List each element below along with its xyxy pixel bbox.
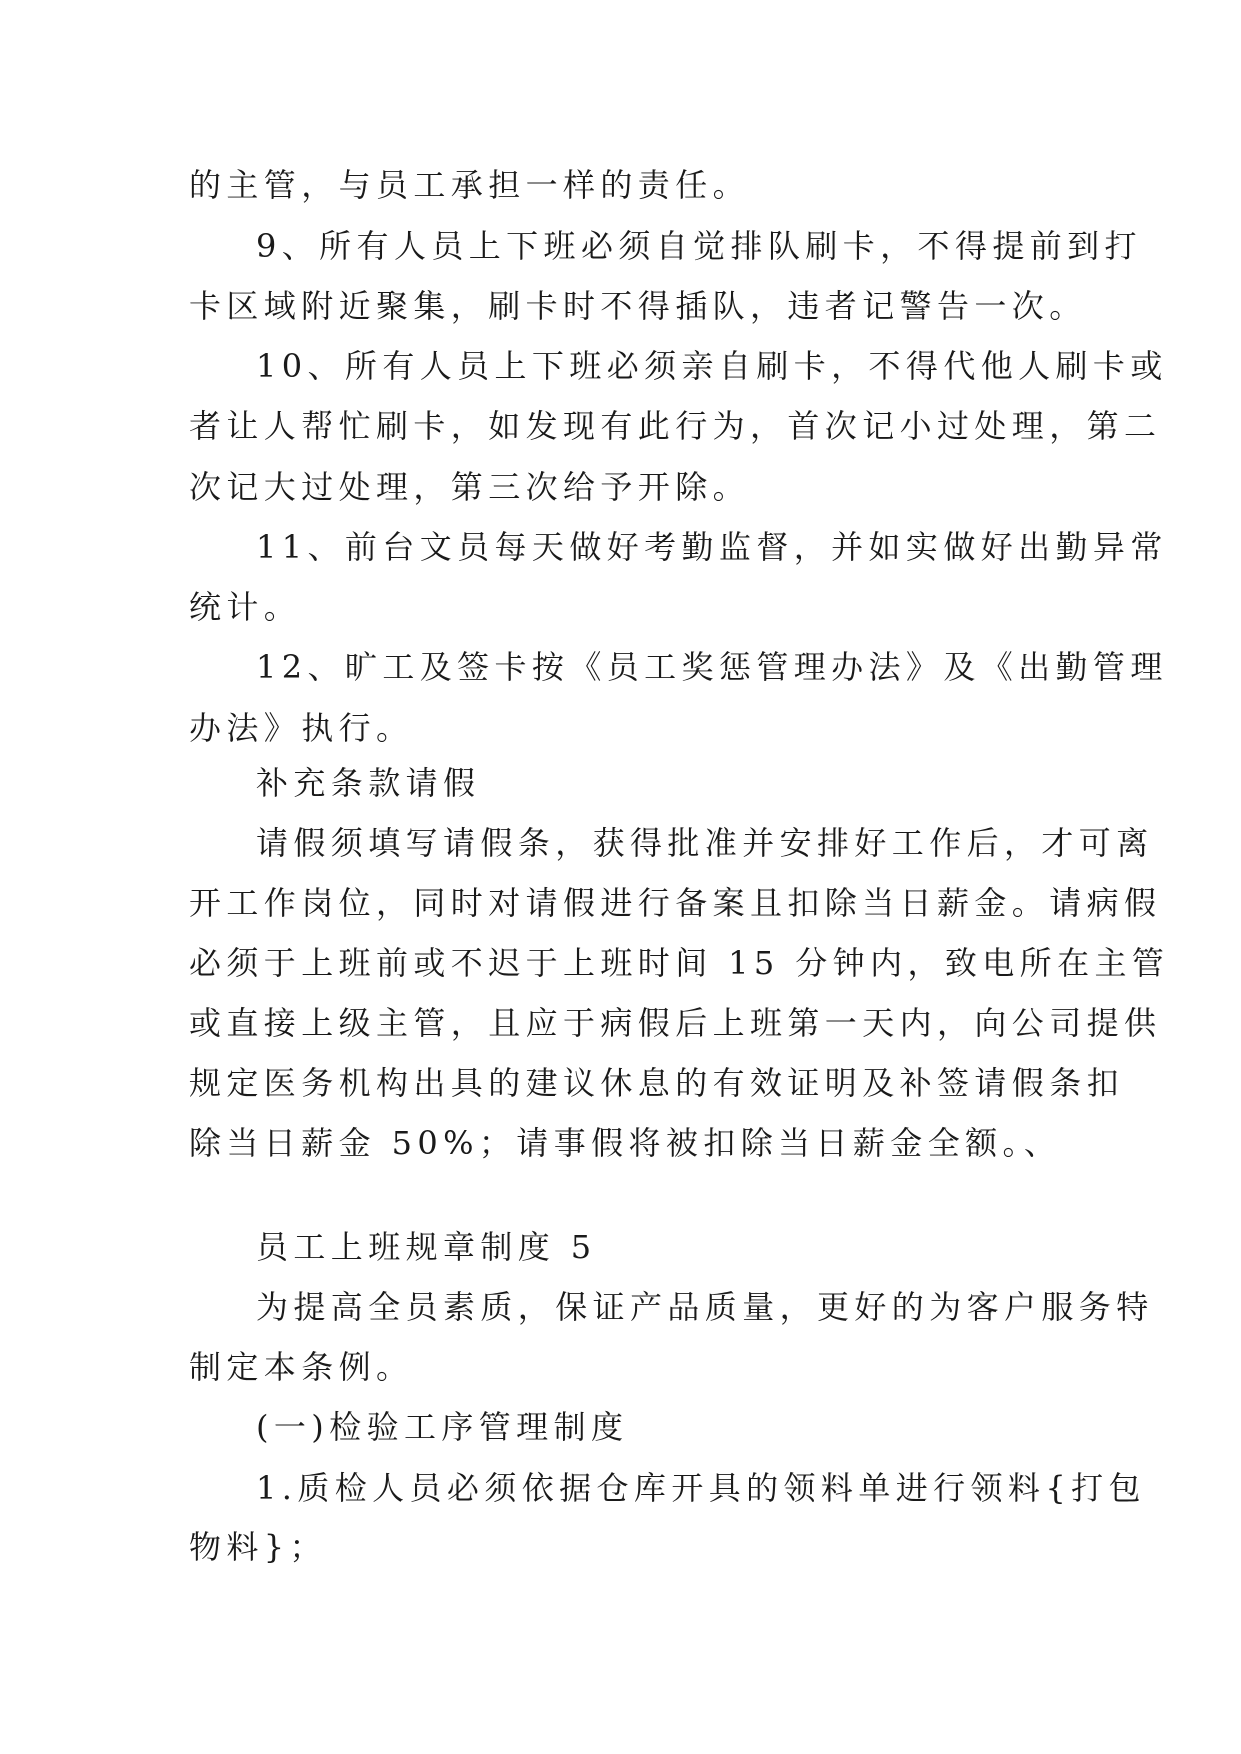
text-line: 补充条款请假 bbox=[256, 764, 481, 802]
text-line: 开工作岗位，同时对请假进行备案且扣除当日薪金。请病假 bbox=[189, 884, 1162, 922]
section-heading: 员工上班规章制度 5 bbox=[256, 1228, 597, 1266]
text-line: 11、前台文员每天做好考勤监督，并如实做好出勤异常 bbox=[256, 528, 1168, 566]
text-line: 的主管，与员工承担一样的责任。 bbox=[189, 166, 751, 204]
text-line: 必须于上班前或不迟于上班时间 15 分钟内，致电所在主管 bbox=[189, 944, 1170, 982]
text-line: 10、所有人员上下班必须亲自刷卡，不得代他人刷卡或 bbox=[256, 347, 1168, 385]
text-line: 统计。 bbox=[189, 588, 302, 626]
text-line: 者让人帮忙刷卡，如发现有此行为，首次记小过处理，第二 bbox=[189, 407, 1162, 445]
text-line: 或直接上级主管，且应于病假后上班第一天内，向公司提供 bbox=[189, 1004, 1162, 1042]
text-line: 12、旷工及签卡按《员工奖惩管理办法》及《出勤管理 bbox=[256, 648, 1168, 686]
text-line: 9、所有人员上下班必须自觉排队刷卡，不得提前到打 bbox=[256, 227, 1142, 265]
text-line: 办法》执行。 bbox=[189, 709, 414, 747]
subsection-heading: (一)检验工序管理制度 bbox=[256, 1408, 629, 1446]
text-line: 除当日薪金 50%；请事假将被扣除当日薪金全额。、 bbox=[189, 1124, 1062, 1162]
text-line: 物料}； bbox=[189, 1528, 327, 1566]
text-line: 为提高全员素质，保证产品质量，更好的为客户服务特 bbox=[256, 1288, 1154, 1326]
text-line: 请假须填写请假条，获得批准并安排好工作后，才可离 bbox=[256, 824, 1154, 862]
text-line: 次记大过处理，第三次给予开除。 bbox=[189, 468, 751, 506]
text-line: 1.质检人员必须依据仓库开具的领料单进行领料{打包 bbox=[256, 1469, 1146, 1507]
text-line: 卡区域附近聚集，刷卡时不得插队，违者记警告一次。 bbox=[189, 287, 1087, 325]
text-line: 制定本条例。 bbox=[189, 1348, 414, 1386]
text-line: 规定医务机构出具的建议休息的有效证明及补签请假条扣 bbox=[189, 1064, 1125, 1102]
